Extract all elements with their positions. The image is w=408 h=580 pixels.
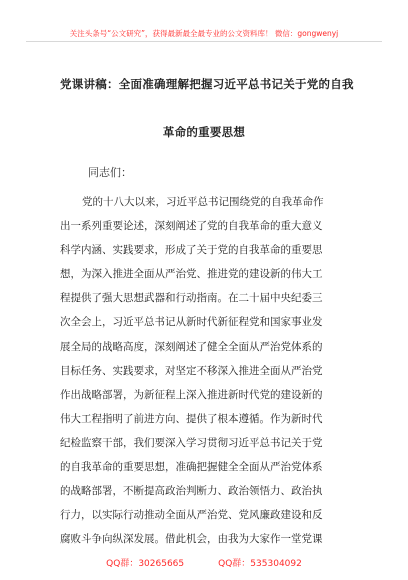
body-line: 的战略部署，不断提高政治判断力、政治领悟力、政治执 xyxy=(60,485,323,498)
body-line: 作出战略部署，为新征程上深入推进新时代党的建设新的 xyxy=(60,388,323,401)
body-line: 伟大工程指明了前进方向、提供了根本遵循。作为新时代 xyxy=(60,412,323,425)
body-line: 出一系列重要论述，深刻阐述了党的自我革命的重大意义 xyxy=(60,220,323,233)
salutation: 同志们： xyxy=(88,166,132,179)
body-line: 腐败斗争向纵深发展。借此机会，由我为大家作一堂党课 xyxy=(60,533,323,546)
header-banner: 关注头条号“公文研究”，获得最新最全最专业的公文资料库！ 微信：gongwenyj xyxy=(69,29,339,38)
footer xyxy=(0,556,408,569)
body-line: 展全局的战略高度，深刻阐述了健全全面从严治党体系的 xyxy=(60,340,323,353)
document-title-continued: 革命的重要思想 xyxy=(162,125,246,139)
body-line: 科学内涵、实践要求，形成了关于党的自我革命的重要思 xyxy=(60,244,323,257)
body-line: 的自我革命的重要思想，准确把握健全全面从严治党体系 xyxy=(60,461,323,474)
body-line: 程提供了强大思想武器和行动指南。在二十届中央纪委三 xyxy=(60,292,323,305)
body-line: 党的十八大以来，习近平总书记围绕党的自我革命作 xyxy=(82,196,324,208)
footer-qq-group-2: QQ群：535304092 xyxy=(218,559,302,569)
body-line: 行力，以实际行动推动全面从严治党、党风廉政建设和反 xyxy=(60,509,323,522)
body-line: 目标任务、实践要求，对坚定不移深入推进全面从严治党 xyxy=(60,364,323,377)
header-divider xyxy=(26,41,382,42)
body-line: 想，为深入推进全面从严治党、推进党的建设新的伟大工 xyxy=(60,268,323,281)
footer-qq-group-1: QQ群：30265665 xyxy=(106,559,185,569)
body-line: 纪检监察干部，我们要深入学习贯彻习近平总书记关于党 xyxy=(60,436,323,449)
document-body xyxy=(60,190,350,551)
body-line: 次全会上，习近平总书记从新时代新征程党和国家事业发 xyxy=(60,316,323,329)
document-title: 党课讲稿：全面准确理解把握习近平总书记关于党的自我 xyxy=(60,77,354,91)
